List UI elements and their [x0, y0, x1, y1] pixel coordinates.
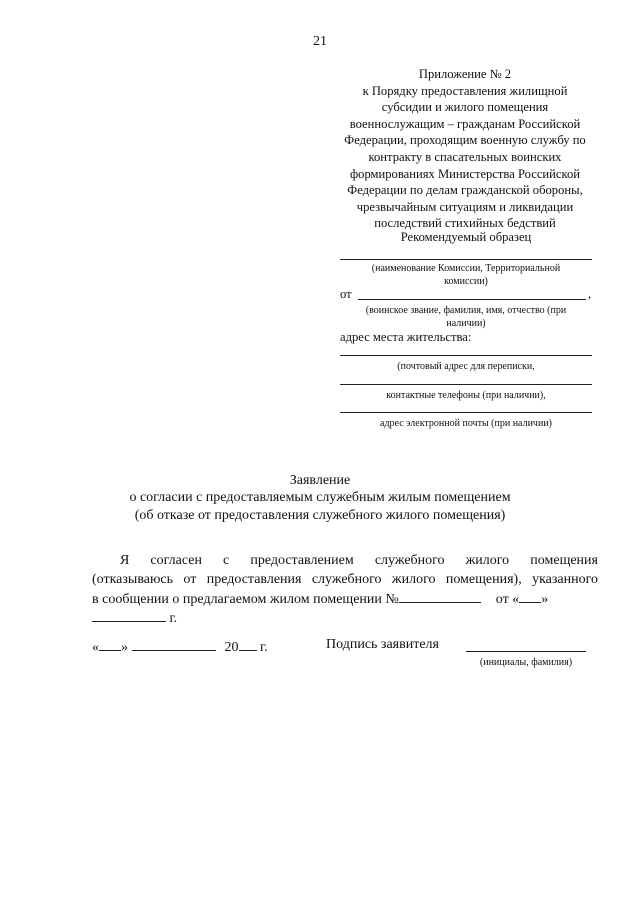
date-field: [92, 637, 268, 656]
appendix-line: военнослужащим – гражданам Российской: [349, 116, 581, 131]
signature-hint: (инициалы, фамилия): [479, 657, 573, 668]
from-comma: ,: [588, 287, 592, 301]
statement-body: [92, 551, 598, 627]
postal-address-field[interactable]: [340, 355, 592, 356]
appendix-line: Приложение № 2: [418, 67, 512, 81]
appendix-line: последствий стихийных бедствий: [374, 216, 556, 231]
appendix-line: формированиях Министерства Российской: [349, 166, 581, 181]
statement-subtitle-consent: о согласии с предоставляемым служебным жилым помещением: [129, 490, 511, 505]
signature-label: Подпись заявителя: [326, 637, 439, 652]
date-day-field[interactable]: [99, 637, 121, 651]
notice-month-year-field[interactable]: [92, 608, 166, 622]
postal-address-hint: (почтовый адрес для переписки,: [397, 361, 535, 372]
body-line: (отказываюсь от предоставления служебного жилого помещения), указанного: [92, 572, 598, 587]
applicant-name-hint: (воинское звание, фамилия, имя, отчество (при наличии): [365, 305, 567, 329]
appendix-line: субсидии и жилого помещения: [381, 100, 549, 115]
date-year-suffix: г.: [260, 640, 268, 655]
appendix-line: контракту в спасательных воинских: [368, 149, 562, 164]
date-year-prefix: 20: [224, 640, 239, 655]
email-hint: адрес электронной почты (при наличии): [380, 418, 552, 429]
statement-subtitle-refusal: (об отказе от предоставления служебного жилого помещения): [134, 508, 506, 523]
date-year-field[interactable]: [239, 637, 257, 651]
phone-hint: контактные телефоны (при наличии),: [386, 390, 546, 401]
body-line: Я согласен с предоставлением служебного жилого помещения: [120, 553, 598, 568]
body-text-fragment: г.: [169, 611, 178, 626]
applicant-name-field[interactable]: [358, 299, 586, 300]
phone-field[interactable]: [340, 384, 592, 385]
appendix-line: чрезвычайным ситуациям и ликвидации: [356, 199, 574, 214]
commission-name-field[interactable]: [340, 259, 592, 260]
body-line: [92, 608, 598, 627]
body-text-fragment: в сообщении о предлагаемом жилом помещении №: [92, 592, 399, 607]
notice-day-field[interactable]: [519, 589, 541, 603]
body-text-fragment: от «: [495, 592, 520, 607]
notice-number-field[interactable]: [399, 589, 481, 603]
from-label: от: [340, 287, 352, 301]
body-text-fragment: »: [541, 592, 549, 607]
signature-field[interactable]: [466, 651, 586, 652]
page-number: 21: [313, 34, 327, 49]
email-field[interactable]: [340, 412, 592, 413]
appendix-header: [330, 66, 600, 232]
date-quote-close: »: [121, 640, 128, 655]
statement-title: Заявление: [289, 473, 351, 488]
date-quote-open: «: [92, 640, 99, 655]
address-label: адрес места жительства:: [340, 330, 472, 344]
appendix-line: Федерации, проходящим военную службу по: [344, 133, 586, 148]
body-line: [92, 589, 598, 608]
commission-name-hint: (наименование Комиссии, Территориальной комиссии): [371, 263, 561, 287]
date-month-field[interactable]: [132, 637, 216, 651]
appendix-line: Федерации по делам гражданской обороны,: [347, 183, 583, 198]
recommended-sample-label: Рекомендуемый образец: [400, 230, 532, 244]
appendix-line: к Порядку предоставления жилищной: [362, 83, 568, 98]
